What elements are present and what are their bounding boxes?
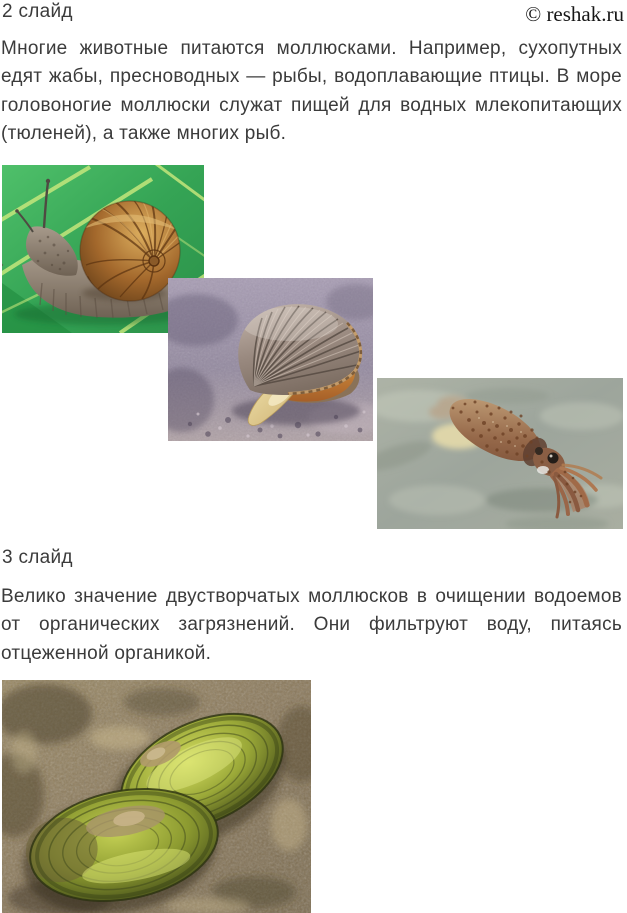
reshak-logo-text: © reshak.ru — [525, 2, 624, 26]
squid-eye — [548, 453, 559, 464]
paragraph-line: от органических загрязнений. Они фильтруют воду, питаясь — [1, 614, 622, 636]
paragraph-line: отцеженной органикой. — [1, 642, 212, 664]
paragraph-mollusk-predators — [1, 35, 622, 148]
paragraph-line: Велико значение двустворчатых моллюсков в очищении водоемов — [1, 586, 622, 607]
paragraph-line: едят жабы, пресноводных — рыбы, водоплавающие птицы. В море — [1, 66, 622, 88]
paragraph-bivalve-filtering — [1, 583, 622, 668]
paragraph-line: (тюленей), а также многих рыб. — [1, 122, 287, 144]
squid-on-seafloor-photo — [377, 378, 623, 529]
slide-2-label: 2 слайд — [2, 1, 73, 22]
paragraph-line: Многие животные питаются моллюсками. Например, сухопутных — [1, 38, 622, 59]
cockle-on-sand-photo — [168, 278, 373, 441]
slide-3-label: 3 слайд — [2, 547, 73, 568]
mussels-on-sand-photo — [2, 680, 311, 913]
paragraph-line: головоногие моллюски служат пищей для водных млекопитающих — [1, 94, 622, 116]
